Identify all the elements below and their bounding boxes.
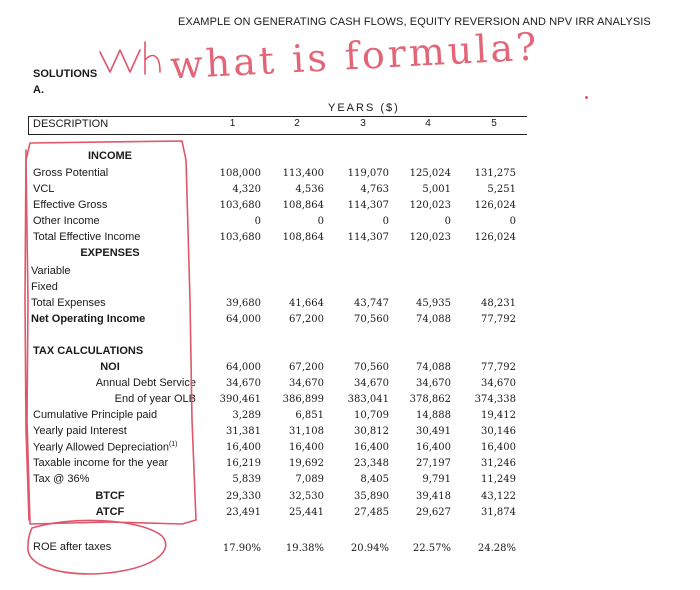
cell-value: 31,108 <box>289 426 324 437</box>
handwritten-note: what is formula? <box>169 24 541 88</box>
roe-value: 22.57% <box>412 543 451 554</box>
cell-value: 125,024 <box>409 168 451 179</box>
cell-value: 77,792 <box>481 362 516 373</box>
cell-value: 39,418 <box>416 491 451 502</box>
cell-value: 103,680 <box>219 232 261 243</box>
cell-value: 23,348 <box>354 458 389 469</box>
cell-value: 19,412 <box>481 410 516 421</box>
roe-value: 24.28% <box>477 543 516 554</box>
row-label: VCL <box>33 183 55 195</box>
roe-value: 17.90% <box>222 543 261 554</box>
cell-value: 43,122 <box>481 491 516 502</box>
cell-value: 120,023 <box>409 200 451 211</box>
cell-value: 31,246 <box>481 458 516 469</box>
cell-value: 16,400 <box>289 442 324 453</box>
description-header: DESCRIPTION <box>33 118 109 130</box>
row-label: Net Operating Income <box>31 313 146 325</box>
row-label: Total Effective Income <box>33 231 141 243</box>
cell-value: 9,791 <box>422 474 451 485</box>
cell-value: 386,899 <box>282 394 324 405</box>
cell-value: 35,890 <box>354 491 389 502</box>
cell-value: 11,249 <box>481 474 516 485</box>
years-label: YEARS ($) <box>328 102 400 114</box>
cell-value: 41,664 <box>289 298 324 309</box>
row-label: Total Expenses <box>31 297 106 309</box>
cell-value: 103,680 <box>219 200 261 211</box>
cell-value: 5,001 <box>422 184 451 195</box>
row-label: Effective Gross <box>33 199 108 211</box>
cell-value: 19,692 <box>289 458 324 469</box>
cell-value: 3,289 <box>232 410 261 421</box>
cell-value: 31,381 <box>226 426 261 437</box>
roe-value: 19.38% <box>285 543 324 554</box>
cell-value: 64,000 <box>226 362 261 373</box>
year-header: 4 <box>425 118 431 129</box>
cell-value: 27,485 <box>354 507 389 518</box>
cell-value: 8,405 <box>360 474 389 485</box>
cell-value: 10,709 <box>354 410 389 421</box>
year-header: 5 <box>491 118 497 129</box>
cell-value: 45,935 <box>416 298 451 309</box>
row-label: Cumulative Principle paid <box>33 409 158 421</box>
cell-value: 108,864 <box>282 232 324 243</box>
cell-value: 34,670 <box>289 378 324 389</box>
footnote-marker: (1) <box>168 441 178 448</box>
cell-value: 70,560 <box>354 314 389 325</box>
cell-value: 0 <box>444 216 451 227</box>
cell-value: 39,680 <box>226 298 261 309</box>
year-header: 1 <box>229 118 236 129</box>
cell-value: 16,400 <box>481 442 516 453</box>
row-label: Other Income <box>33 215 100 227</box>
cell-value: 77,792 <box>481 314 516 325</box>
cell-value: 108,000 <box>219 168 261 179</box>
row-label: INCOME <box>88 150 132 162</box>
cell-value: 378,862 <box>409 394 451 405</box>
cell-value: 120,023 <box>409 232 451 243</box>
cell-value: 70,560 <box>354 362 389 373</box>
row-label: Yearly Allowed Depreciation$^{(1)}$ <box>33 441 178 454</box>
cell-value: 4,536 <box>295 184 324 195</box>
cell-value: 114,307 <box>347 200 389 211</box>
cell-value: 4,320 <box>232 184 261 195</box>
row-label: ATCF <box>95 506 125 518</box>
cell-value: 25,441 <box>289 507 324 518</box>
cell-value: 27,197 <box>416 458 451 469</box>
cell-value: 30,491 <box>416 426 451 437</box>
cell-value: 108,864 <box>282 200 324 211</box>
cell-value: 43,747 <box>354 298 389 309</box>
row-label: TAX CALCULATIONS <box>33 345 144 357</box>
cell-value: 131,275 <box>474 168 516 179</box>
cell-value: 126,024 <box>474 232 516 243</box>
cell-value: 0 <box>317 216 324 227</box>
cell-value: 114,307 <box>347 232 389 243</box>
cell-value: 30,812 <box>354 426 389 437</box>
cell-value: 14,888 <box>416 410 451 421</box>
row-label: Annual Debt Service <box>95 377 196 389</box>
year-header: 3 <box>360 118 366 129</box>
row-label: Gross Potential <box>33 167 109 179</box>
year-header: 2 <box>294 118 300 129</box>
cell-value: 16,400 <box>416 442 451 453</box>
cell-value: 34,670 <box>481 378 516 389</box>
cell-value: 4,763 <box>360 184 389 195</box>
cell-value: 32,530 <box>289 491 324 502</box>
cell-value: 5,839 <box>232 474 261 485</box>
cell-value: 74,088 <box>416 314 451 325</box>
row-label: EXPENSES <box>80 247 140 259</box>
row-label: End of year OLB <box>114 393 196 405</box>
cell-value: 16,400 <box>226 442 261 453</box>
cell-value: 7,089 <box>295 474 324 485</box>
cell-value: 30,146 <box>481 426 516 437</box>
cell-value: 383,041 <box>347 394 389 405</box>
cell-value: 29,627 <box>416 507 451 518</box>
cell-value: 16,219 <box>226 458 261 469</box>
roe-value: 20.94% <box>350 543 389 554</box>
cell-value: 374,338 <box>474 394 516 405</box>
cell-value: 67,200 <box>289 362 324 373</box>
solutions-label: SOLUTIONS <box>33 68 98 80</box>
cell-value: 34,670 <box>354 378 389 389</box>
row-label: NOI <box>100 361 120 373</box>
cell-value: 0 <box>509 216 516 227</box>
row-label: Yearly paid Interest <box>33 425 127 437</box>
cell-value: 34,670 <box>416 378 451 389</box>
row-label: Variable <box>31 265 71 277</box>
cell-value: 74,088 <box>416 362 451 373</box>
cell-value: 0 <box>382 216 389 227</box>
row-label: Tax @ 36% <box>33 473 90 485</box>
section-label: A. <box>33 84 44 96</box>
row-label: Taxable income for the year <box>33 457 169 469</box>
pen-dot <box>585 96 588 99</box>
cell-value: 6,851 <box>295 410 324 421</box>
page-title: EXAMPLE ON GENERATING CASH FLOWS, EQUITY REVERSION AND NPV IRR ANALYSIS <box>178 16 651 28</box>
cell-value: 23,491 <box>226 507 261 518</box>
row-label: Fixed <box>31 281 58 293</box>
row-label: BTCF <box>95 490 125 502</box>
roe-label: ROE after taxes <box>33 541 112 553</box>
cell-value: 48,231 <box>481 298 516 309</box>
cell-value: 0 <box>254 216 261 227</box>
cell-value: 31,874 <box>481 507 516 518</box>
cell-value: 5,251 <box>487 184 516 195</box>
cell-value: 126,024 <box>474 200 516 211</box>
cell-value: 29,330 <box>226 491 261 502</box>
cell-value: 67,200 <box>289 314 324 325</box>
cell-value: 16,400 <box>354 442 389 453</box>
cell-value: 390,461 <box>219 394 261 405</box>
cell-value: 64,000 <box>226 314 261 325</box>
cell-value: 113,400 <box>282 168 324 179</box>
cell-value: 119,070 <box>347 168 389 179</box>
cell-value: 34,670 <box>226 378 261 389</box>
